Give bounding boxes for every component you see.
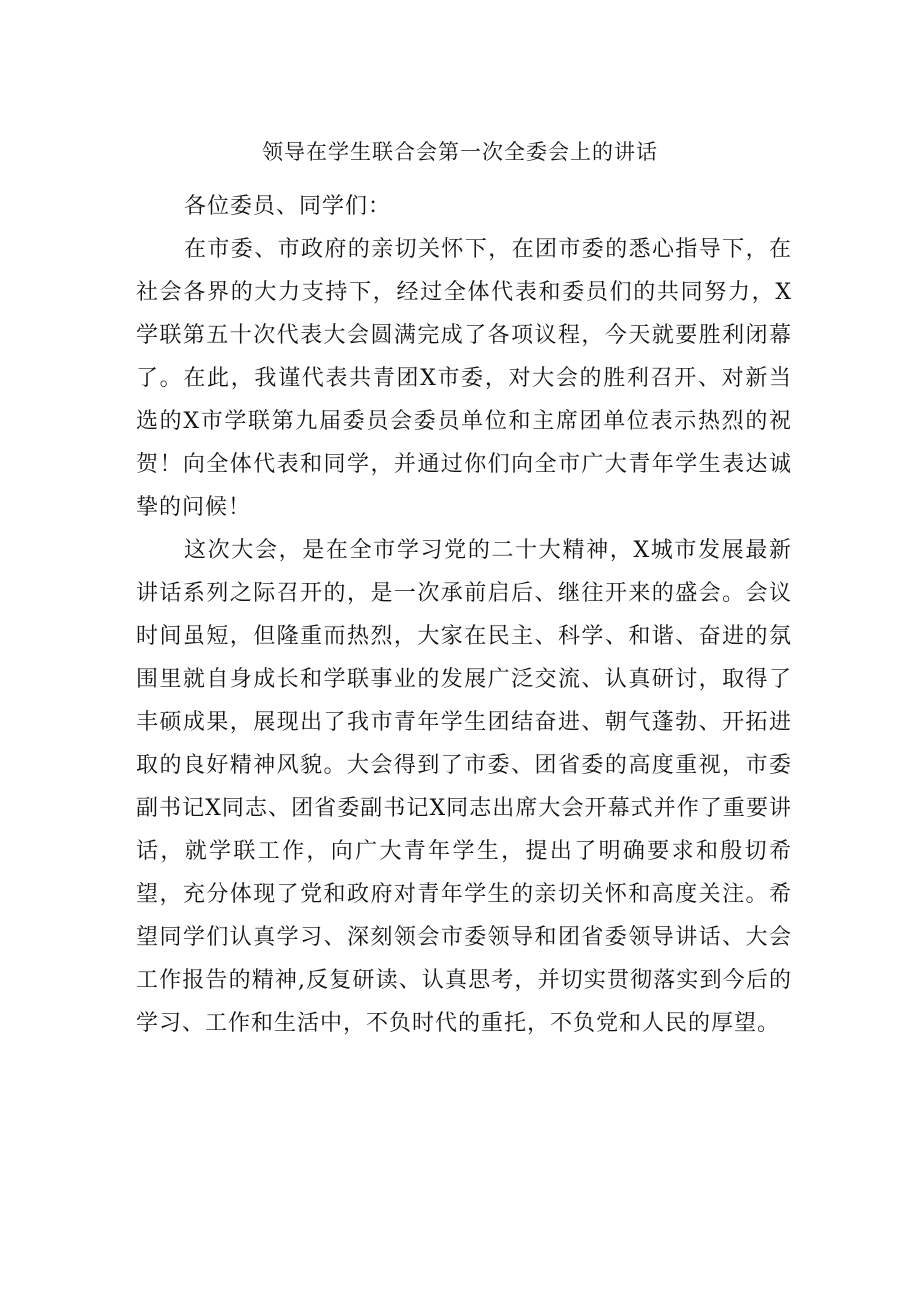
document-title: 领导在学生联合会第一次全委会上的讲话 bbox=[262, 140, 658, 164]
paragraph-2: 这次大会，是在全市学习党的二十大精神，X城市发展最新讲话系列之际召开的，是一次承前启后、继往开来的盛会。会议时间虽短，但隆重而热烈，大家在民主、科学、和谐、奋进的氛围里就自身成长和学联事业的发展广泛交流、认真研讨，取得了丰硕成果，展现出了我市青年学生团结奋进、朝气蓬勃、开拓进取的良好精神风貌。大会得到了市委、团省委的高度重视，市委副书记X同志、团省委副书记X同志出席大会开幕式并作了重要讲话，就学联工作，向广大青年学生，提出了明确要求和殷切希望，充分体现了党和政府对青年学生的亲切关怀和高度关注。希望同学们认真学习、深刻领会市委领导和团省委领导讲话、大会工作报告的精神,反复研读、认真思考，并切实贯彻落实到今后的学习、工作和生活中，不负时代的重托，不负党和人民的厚望。 bbox=[136, 538, 792, 1036]
salutation: 各位委员、同学们： bbox=[184, 194, 392, 219]
paragraph-1: 在市委、市政府的亲切关怀下，在团市委的悉心指导下，在社会各界的大力支持下，经过全体代表和委员们的共同努力，X学联第五十次代表大会圆满完成了各项议程，今天就要胜利闭幕了。在此，我谨代表共青团X市委，对大会的胜利召开、对新当选的X市学联第九届委员会委员单位和主席团单位表示热烈的祝贺！向全体代表和同学，并通过你们向全市广大青年学生表达诚挚的问候！ bbox=[136, 237, 792, 520]
document-body bbox=[136, 185, 792, 1045]
